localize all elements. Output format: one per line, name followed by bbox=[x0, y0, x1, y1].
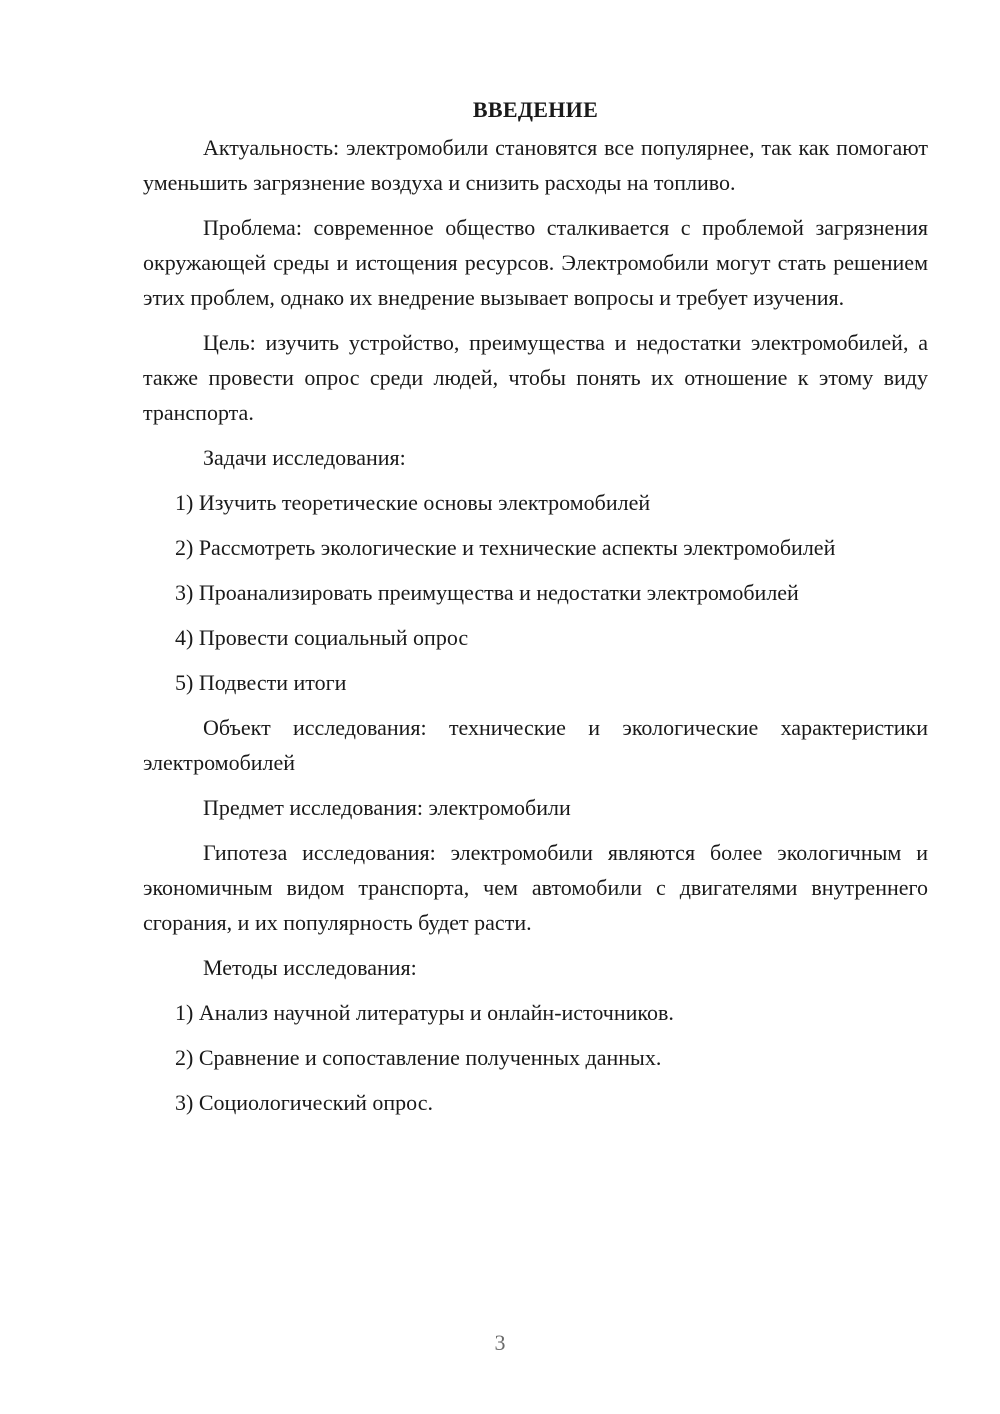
tasks-list bbox=[143, 485, 928, 700]
method-item: 2) Сравнение и сопоставление полученных данных. bbox=[175, 1045, 662, 1070]
task-item: 3) Проанализировать преимущества и недостатки электромобилей bbox=[175, 580, 799, 605]
document-page bbox=[143, 92, 928, 1130]
object-paragraph: Объект исследования: технические и экологические характеристики электромобилей bbox=[143, 715, 928, 775]
tasks-label: Задачи исследования: bbox=[203, 445, 406, 470]
task-item: 4) Провести социальный опрос bbox=[175, 625, 469, 650]
hypothesis-paragraph: Гипотеза исследования: электромобили являются более экологичным и экономичным видом транспорта, чем автомобили с двигателями внутреннего сгорания, и их популярность будет расти. bbox=[143, 840, 928, 935]
task-item: 2) Рассмотреть экологические и технические аспекты электромобилей bbox=[175, 535, 836, 560]
page-number: 3 bbox=[494, 1330, 506, 1355]
method-item: 1) Анализ научной литературы и онлайн-источников. bbox=[175, 1000, 674, 1025]
method-item: 3) Социологический опрос. bbox=[175, 1090, 433, 1115]
section-heading: ВВЕДЕНИЕ bbox=[472, 97, 599, 122]
methods-list bbox=[143, 995, 928, 1120]
task-item: 1) Изучить теоретические основы электромобилей bbox=[175, 490, 651, 515]
goal-paragraph: Цель: изучить устройство, преимущества и недостатки электромобилей, а также провести опрос среди людей, чтобы понять их отношение к этому виду транспорта. bbox=[143, 330, 928, 425]
task-item: 5) Подвести итоги bbox=[175, 670, 347, 695]
methods-label: Методы исследования: bbox=[203, 955, 417, 980]
relevance-paragraph: Актуальность: электромобили становятся все популярнее, так как помогают уменьшить загрязнение воздуха и снизить расходы на топливо. bbox=[143, 135, 928, 195]
problem-paragraph: Проблема: современное общество сталкивается с проблемой загрязнения окружающей среды и истощения ресурсов. Электромобили могут стать решением этих проблем, однако их внедрение вызывает вопросы и требует изучения. bbox=[143, 215, 928, 310]
subject-paragraph: Предмет исследования: электромобили bbox=[203, 795, 571, 820]
